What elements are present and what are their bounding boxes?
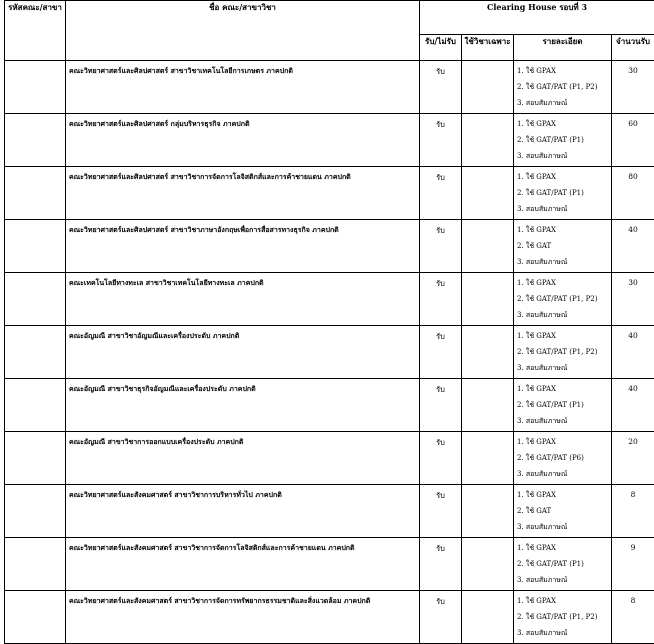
row-code xyxy=(5,114,66,167)
row-code xyxy=(5,273,66,326)
row-seat-count: 9 xyxy=(612,538,654,591)
detail-line: 2. ใช้ GAT xyxy=(517,505,608,521)
table-row xyxy=(5,538,654,591)
row-seat-count: 60 xyxy=(612,114,654,167)
row-program-name: คณะวิทยาศาสตร์และศิลปศาสตร์ สาขาวิชาการจัดการโลจิสติกส์และการค้าชายแดน ภาคปกติ xyxy=(66,167,420,220)
header-round-title: Clearing House รอบที่ 3 xyxy=(420,1,654,35)
table-body xyxy=(5,61,654,644)
detail-line: 2. ใช้ GAT/PAT (P1, P2) xyxy=(517,81,608,97)
detail-line: 2. ใช้ GAT/PAT (P6) xyxy=(517,452,608,468)
detail-line: 3. สอบสัมภาษณ์ xyxy=(517,521,608,537)
row-details xyxy=(514,167,612,220)
detail-line: 1. ใช้ GPAX xyxy=(517,65,608,81)
row-seat-count: 30 xyxy=(612,61,654,114)
admission-document xyxy=(4,0,654,638)
detail-line: 1. ใช้ GPAX xyxy=(517,118,608,134)
detail-line: 3. สอบสัมภาษณ์ xyxy=(517,415,608,431)
row-specific-subject xyxy=(462,326,514,379)
row-seat-count: 80 xyxy=(612,167,654,220)
row-specific-subject xyxy=(462,167,514,220)
detail-line: 3. สอบสัมภาษณ์ xyxy=(517,468,608,484)
row-code xyxy=(5,326,66,379)
detail-line: 2. ใช้ GAT/PAT (P1) xyxy=(517,187,608,203)
table-row xyxy=(5,591,654,644)
row-details xyxy=(514,326,612,379)
detail-line: 1. ใช้ GPAX xyxy=(517,595,608,611)
detail-line: 1. ใช้ GPAX xyxy=(517,277,608,293)
row-program-name: คณะวิทยาศาสตร์และสังคมศาสตร์ สาขาวิชาการจัดการทรัพยากรธรรมชาติและสิ่งแวดล้อม ภาคปกติ xyxy=(66,591,420,644)
detail-line: 2. ใช้ GAT/PAT (P1, P2) xyxy=(517,611,608,627)
row-code xyxy=(5,432,66,485)
row-seat-count: 20 xyxy=(612,432,654,485)
row-seat-count: 8 xyxy=(612,485,654,538)
row-accept-status: รับ xyxy=(420,432,462,485)
header-accept: รับ/ไม่รับ xyxy=(420,35,462,61)
row-accept-status: รับ xyxy=(420,273,462,326)
row-code xyxy=(5,485,66,538)
row-code xyxy=(5,379,66,432)
row-seat-count: 30 xyxy=(612,273,654,326)
row-specific-subject xyxy=(462,485,514,538)
detail-line: 2. ใช้ GAT/PAT (P1, P2) xyxy=(517,346,608,362)
row-program-name: คณะเทคโนโลยีทางทะเล สาขาวิชาเทคโนโลยีทางทะเล ภาคปกติ xyxy=(66,273,420,326)
detail-line: 3. สอบสัมภาษณ์ xyxy=(517,203,608,219)
row-accept-status: รับ xyxy=(420,326,462,379)
row-seat-count: 40 xyxy=(612,326,654,379)
detail-line: 3. สอบสัมภาษณ์ xyxy=(517,150,608,166)
detail-line: 3. สอบสัมภาษณ์ xyxy=(517,362,608,378)
row-program-name: คณะวิทยาศาสตร์และสังคมศาสตร์ สาขาวิชาการบริหารทั่วไป ภาคปกติ xyxy=(66,485,420,538)
detail-line: 3. สอบสัมภาษณ์ xyxy=(517,97,608,113)
header-name: ชื่อ คณะ/สาขาวิชา xyxy=(66,1,420,61)
row-accept-status: รับ xyxy=(420,61,462,114)
table-row xyxy=(5,61,654,114)
detail-line: 1. ใช้ GPAX xyxy=(517,489,608,505)
row-code xyxy=(5,220,66,273)
row-program-name: คณะวิทยาศาสตร์และสังคมศาสตร์ สาขาวิชาการจัดการโลจิสติกส์และการค้าชายแดน ภาคปกติ xyxy=(66,538,420,591)
row-specific-subject xyxy=(462,220,514,273)
row-code xyxy=(5,61,66,114)
row-details xyxy=(514,61,612,114)
row-specific-subject xyxy=(462,379,514,432)
row-specific-subject xyxy=(462,61,514,114)
table-row xyxy=(5,273,654,326)
row-details xyxy=(514,379,612,432)
table-row xyxy=(5,379,654,432)
detail-line: 1. ใช้ GPAX xyxy=(517,436,608,452)
detail-line: 3. สอบสัมภาษณ์ xyxy=(517,256,608,272)
row-program-name: คณะวิทยาศาสตร์และศิลปศาสตร์ สาขาวิชาเทคโนโลยีการเกษตร ภาคปกติ xyxy=(66,61,420,114)
detail-line: 1. ใช้ GPAX xyxy=(517,383,608,399)
header-count: จำนวนรับ xyxy=(612,35,654,61)
row-program-name: คณะอัญมณี สาขาวิชาธุรกิจอัญมณีและเครื่องประดับ ภาคปกติ xyxy=(66,379,420,432)
row-code xyxy=(5,167,66,220)
row-accept-status: รับ xyxy=(420,538,462,591)
row-accept-status: รับ xyxy=(420,591,462,644)
header-subject: ใช้วิชาเฉพาะ xyxy=(462,35,514,61)
admission-table xyxy=(4,0,654,644)
row-code xyxy=(5,591,66,644)
row-code xyxy=(5,538,66,591)
row-seat-count: 8 xyxy=(612,591,654,644)
row-accept-status: รับ xyxy=(420,220,462,273)
row-details xyxy=(514,591,612,644)
header-detail: รายละเอียด xyxy=(514,35,612,61)
table-row xyxy=(5,485,654,538)
detail-line: 1. ใช้ GPAX xyxy=(517,330,608,346)
row-accept-status: รับ xyxy=(420,114,462,167)
detail-line: 3. สอบสัมภาษณ์ xyxy=(517,574,608,590)
detail-line: 2. ใช้ GAT/PAT (P1) xyxy=(517,558,608,574)
header-code: รหัสคณะ/สาขา xyxy=(5,1,66,61)
row-accept-status: รับ xyxy=(420,167,462,220)
row-specific-subject xyxy=(462,114,514,167)
table-row xyxy=(5,220,654,273)
row-program-name: คณะวิทยาศาสตร์และศิลปศาสตร์ สาขาวิชาภาษาอังกฤษเพื่อการสื่อสารทางธุรกิจ ภาคปกติ xyxy=(66,220,420,273)
row-specific-subject xyxy=(462,538,514,591)
table-row xyxy=(5,432,654,485)
row-accept-status: รับ xyxy=(420,379,462,432)
detail-line: 2. ใช้ GAT/PAT (P1) xyxy=(517,134,608,150)
row-program-name: คณะอัญมณี สาขาวิชาอัญมณีและเครื่องประดับ ภาคปกติ xyxy=(66,326,420,379)
detail-line: 2. ใช้ GAT xyxy=(517,240,608,256)
row-details xyxy=(514,432,612,485)
table-row xyxy=(5,167,654,220)
row-details xyxy=(514,485,612,538)
row-details xyxy=(514,273,612,326)
row-details xyxy=(514,220,612,273)
row-specific-subject xyxy=(462,591,514,644)
row-details xyxy=(514,114,612,167)
detail-line: 3. สอบสัมภาษณ์ xyxy=(517,309,608,325)
detail-line: 1. ใช้ GPAX xyxy=(517,542,608,558)
row-seat-count: 40 xyxy=(612,379,654,432)
table-row xyxy=(5,326,654,379)
row-accept-status: รับ xyxy=(420,485,462,538)
detail-line: 1. ใช้ GPAX xyxy=(517,171,608,187)
row-seat-count: 40 xyxy=(612,220,654,273)
row-details xyxy=(514,538,612,591)
detail-line: 3. สอบสัมภาษณ์ xyxy=(517,627,608,643)
row-program-name: คณะวิทยาศาสตร์และศิลปศาสตร์ กลุ่มบริหารธุรกิจ ภาคปกติ xyxy=(66,114,420,167)
row-program-name: คณะอัญมณี สาขาวิชาการออกแบบเครื่องประดับ ภาคปกติ xyxy=(66,432,420,485)
row-specific-subject xyxy=(462,432,514,485)
detail-line: 2. ใช้ GAT/PAT (P1, P2) xyxy=(517,293,608,309)
detail-line: 2. ใช้ GAT/PAT (P1) xyxy=(517,399,608,415)
table-row xyxy=(5,114,654,167)
detail-line: 1. ใช้ GPAX xyxy=(517,224,608,240)
row-specific-subject xyxy=(462,273,514,326)
